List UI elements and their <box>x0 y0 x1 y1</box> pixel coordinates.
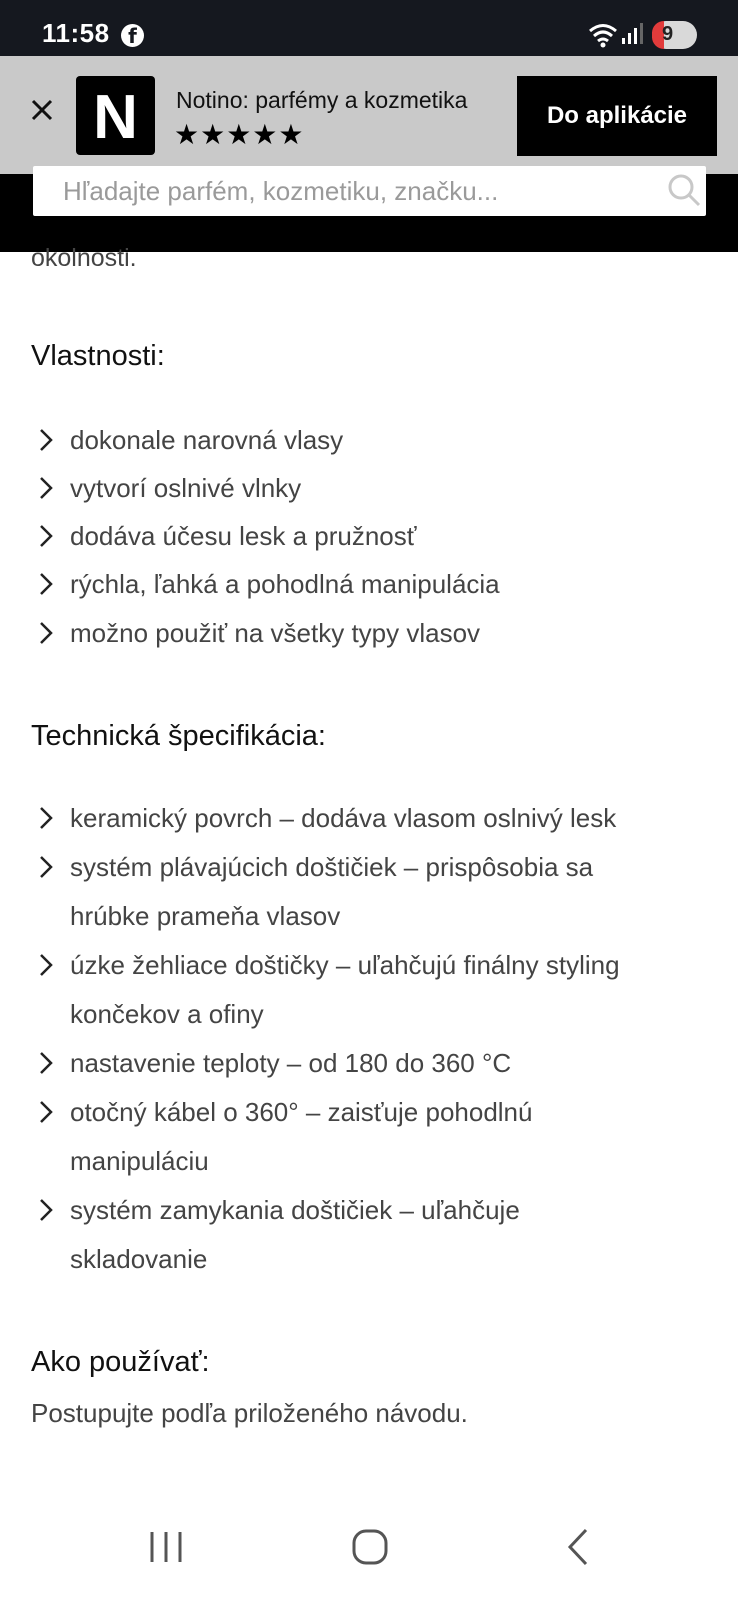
open-app-button[interactable]: Do aplikácie <box>517 76 717 156</box>
logo-letter: N <box>93 83 138 152</box>
chevron-right-icon <box>38 609 54 658</box>
star-rating: ★★★★★ <box>174 118 305 151</box>
feature-text: možno použiť na všetky typy vlasov <box>70 618 481 648</box>
app-install-banner <box>0 56 738 174</box>
search-input[interactable] <box>33 166 633 216</box>
spec-text: končekov a ofiny <box>70 999 264 1029</box>
banner-app-title: Notino: parfémy a kozmetika <box>176 87 468 113</box>
back-icon[interactable] <box>549 1522 609 1572</box>
spec-text: manipuláciu <box>70 1146 209 1176</box>
usage-text: Postupujte podľa priloženého návodu. <box>31 1398 468 1428</box>
search-header <box>0 174 738 252</box>
spec-text: nastavenie teploty – od 180 do 360 °C <box>70 1048 512 1078</box>
home-icon[interactable] <box>340 1522 400 1572</box>
features-title: Vlastnosti: <box>31 340 165 372</box>
chevron-right-icon <box>38 1088 54 1137</box>
truncated-text: okolnosti. <box>31 244 137 272</box>
chevron-right-icon <box>38 1039 54 1088</box>
chevron-right-icon <box>38 1186 54 1235</box>
feature-text: dodáva účesu lesk a pružnosť <box>70 521 417 551</box>
battery-percentage: 9 <box>662 23 674 45</box>
feature-text: vytvorí oslnivé vlnky <box>70 473 302 503</box>
facebook-icon: f <box>121 24 144 47</box>
signal-icon <box>622 22 644 46</box>
close-icon[interactable] <box>28 96 56 124</box>
chevron-right-icon <box>38 794 54 843</box>
feature-text: dokonale narovná vlasy <box>70 425 344 455</box>
usage-title: Ako používať: <box>31 1346 210 1378</box>
chevron-right-icon <box>38 941 54 990</box>
chevron-right-icon <box>38 843 54 892</box>
status-bar <box>0 0 738 56</box>
spec-text: systém zamykania doštičiek – uľahčuje <box>70 1195 520 1225</box>
status-time: 11:58 <box>42 18 110 48</box>
chevron-right-icon <box>38 464 54 513</box>
chevron-right-icon <box>38 416 54 465</box>
chevron-right-icon <box>38 512 54 561</box>
battery-icon <box>652 21 697 49</box>
spec-text: úzke žehliace doštičky – uľahčujú finálny styling <box>70 950 620 980</box>
system-navigation-bar <box>0 1500 738 1600</box>
search-icon[interactable] <box>666 172 702 208</box>
spec-text: systém plávajúcich doštičiek – prispôsobia sa <box>70 852 594 882</box>
chevron-right-icon <box>38 560 54 609</box>
recent-apps-icon[interactable] <box>136 1522 196 1572</box>
spec-text: keramický povrch – dodáva vlasom oslnivý lesk <box>70 803 617 833</box>
spec-text: skladovanie <box>70 1244 208 1274</box>
search-box <box>33 166 706 216</box>
spec-text: otočný kábel o 360° – zaisťuje pohodlnú <box>70 1097 533 1127</box>
wifi-icon <box>588 22 618 48</box>
notino-logo <box>76 76 155 155</box>
specs-title: Technická špecifikácia: <box>31 720 326 752</box>
feature-text: rýchla, ľahká a pohodlná manipulácia <box>70 569 500 599</box>
spec-text: hrúbke prameňa vlasov <box>70 901 341 931</box>
